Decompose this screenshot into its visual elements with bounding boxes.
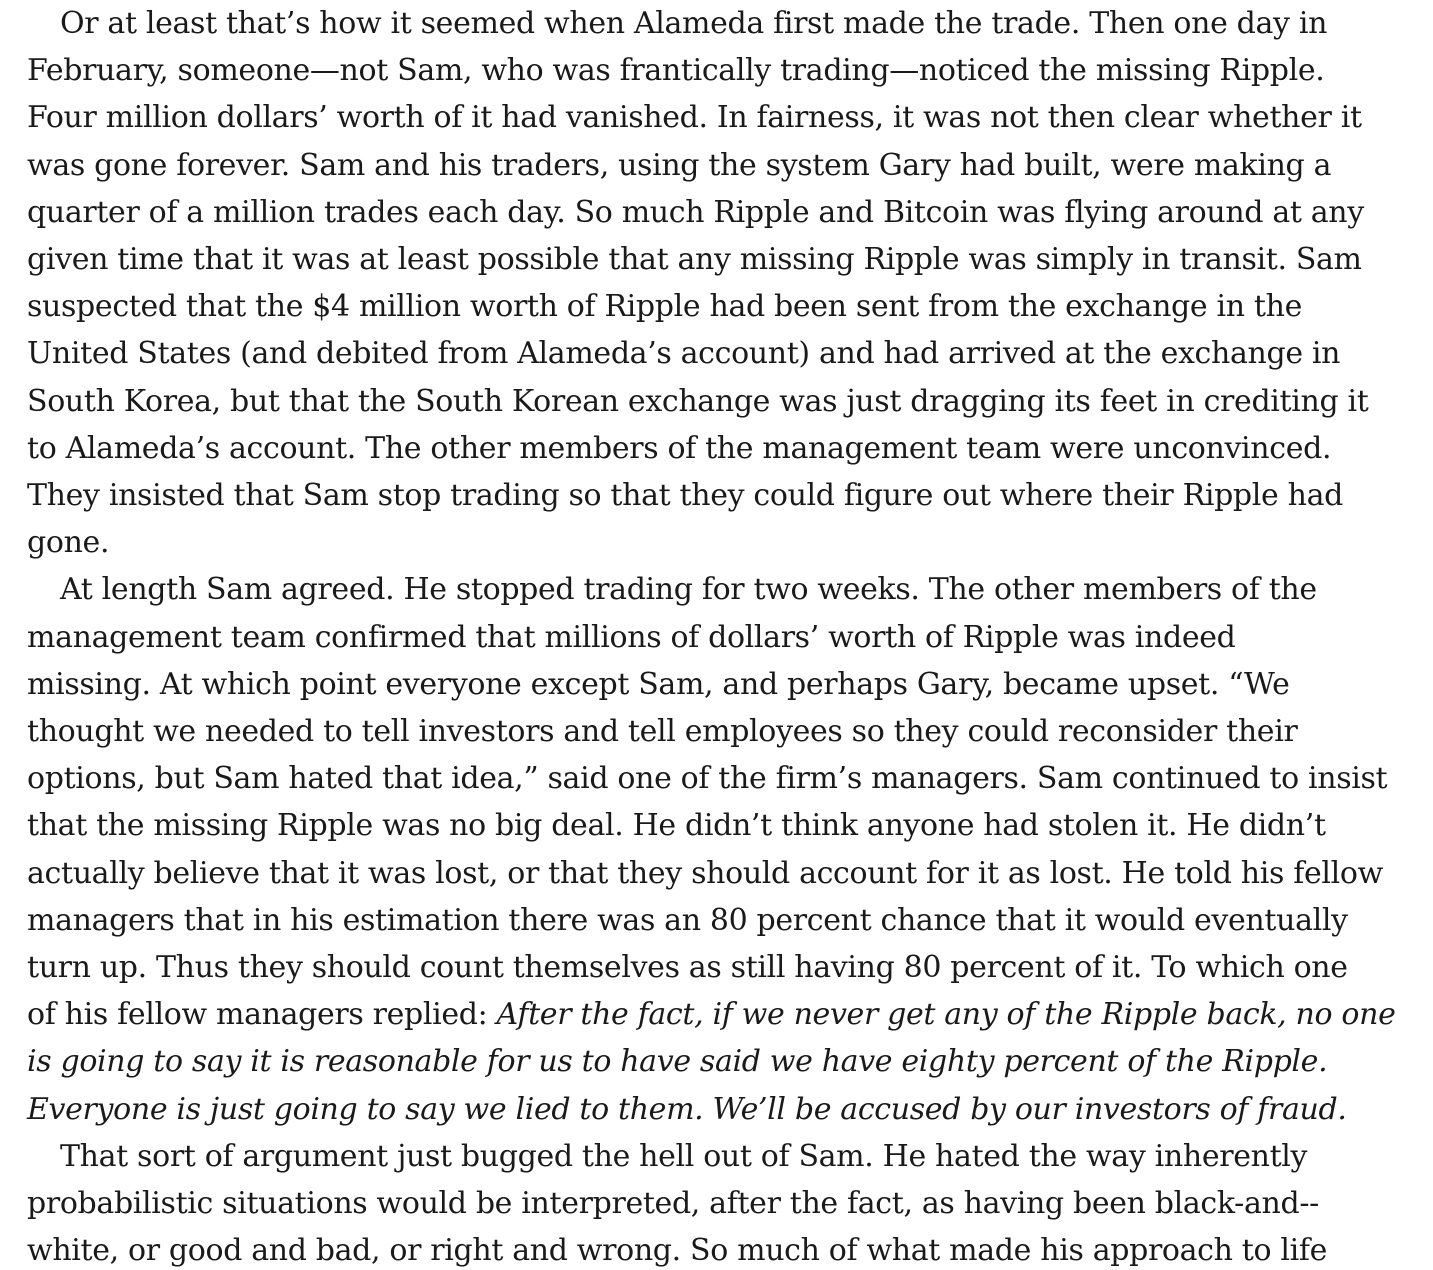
text-segment: probabilistic situations would be interpreted, after the fact, as having been black-and-- bbox=[27, 1186, 1319, 1222]
italic-text: is going to say it is reasonable for us to have said we have eighty percent of the Ripple. bbox=[27, 1044, 1328, 1080]
text-line bbox=[27, 708, 1409, 755]
text-line bbox=[27, 1086, 1409, 1133]
text-line bbox=[27, 755, 1409, 802]
text-segment: was gone forever. Sam and his traders, using the system Gary had built, were making a bbox=[27, 147, 1332, 183]
text-line bbox=[27, 189, 1409, 236]
text-line bbox=[27, 519, 1409, 566]
text-segment: options, but Sam hated that idea,” said one of the firm’s managers. Sam continued to insist bbox=[27, 761, 1388, 797]
text-segment: to Alameda’s account. The other members of the management team were unconvinced. bbox=[27, 430, 1332, 466]
text-line bbox=[27, 142, 1409, 189]
text-line bbox=[27, 330, 1409, 377]
text-line bbox=[27, 47, 1409, 94]
text-line bbox=[27, 897, 1409, 944]
text-line bbox=[27, 1133, 1409, 1180]
text-segment: South Korea, but that the South Korean exchange was just dragging its feet in crediting it bbox=[27, 383, 1369, 419]
text-segment: that the missing Ripple was no big deal. He didn’t think anyone had stolen it. He didn’t bbox=[27, 808, 1326, 844]
text-segment: That sort of argument just bugged the hell out of Sam. He hated the way inherently bbox=[60, 1138, 1308, 1174]
text-line bbox=[27, 850, 1409, 897]
text-segment: actually believe that it was lost, or that they should account for it as lost. He told his fellow bbox=[27, 855, 1383, 891]
text-segment: Four million dollars’ worth of it had vanished. In fairness, it was not then clear whether it bbox=[27, 100, 1362, 136]
text-segment: of his fellow managers replied: bbox=[27, 997, 497, 1033]
text-segment: At length Sam agreed. He stopped trading for two weeks. The other members of the bbox=[60, 572, 1317, 608]
paragraph bbox=[27, 1133, 1409, 1270]
text-body bbox=[27, 0, 1409, 1270]
text-segment: given time that it was at least possible that any missing Ripple was simply in transit. Sam bbox=[27, 242, 1362, 278]
text-line bbox=[27, 566, 1409, 613]
text-segment: managers that in his estimation there was an 80 percent chance that it would eventually bbox=[27, 902, 1348, 938]
text-segment: turn up. Thus they should count themselves as still having 80 percent of it. To which one bbox=[27, 950, 1348, 986]
text-segment: They insisted that Sam stop trading so that they could figure out where their Ripple had bbox=[27, 478, 1343, 514]
text-line bbox=[27, 283, 1409, 330]
text-line bbox=[27, 1038, 1409, 1085]
text-segment: gone. bbox=[27, 525, 110, 561]
text-segment: quarter of a million trades each day. So much Ripple and Bitcoin was flying around at any bbox=[27, 194, 1364, 230]
paragraph bbox=[27, 0, 1409, 566]
text-segment: suspected that the $4 million worth of Ripple had been sent from the exchange in the bbox=[27, 289, 1302, 325]
text-segment: management team confirmed that millions of dollars’ worth of Ripple was indeed bbox=[27, 619, 1236, 655]
text-line bbox=[27, 944, 1409, 991]
text-segment: white, or good and bad, or right and wrong. So much of what made his approach to life bbox=[27, 1233, 1328, 1269]
italic-text: Everyone is just going to say we lied to them. We’ll be accused by our investors of fraud. bbox=[27, 1091, 1347, 1127]
text-line bbox=[27, 0, 1409, 47]
text-line bbox=[27, 236, 1409, 283]
text-segment: February, someone—not Sam, who was frantically trading—noticed the missing Ripple. bbox=[27, 53, 1325, 89]
text-segment: missing. At which point everyone except Sam, and perhaps Gary, became upset. “We bbox=[27, 666, 1290, 702]
text-line bbox=[27, 991, 1409, 1038]
text-segment: Or at least that’s how it seemed when Alameda first made the trade. Then one day in bbox=[60, 6, 1328, 41]
text-line bbox=[27, 472, 1409, 519]
text-line bbox=[27, 614, 1409, 661]
paragraph bbox=[27, 566, 1409, 1132]
text-line bbox=[27, 802, 1409, 849]
text-segment: United States (and debited from Alameda’s account) and had arrived at the exchange in bbox=[27, 336, 1341, 372]
text-line bbox=[27, 1180, 1409, 1227]
text-segment: thought we needed to tell investors and tell employees so they could reconsider their bbox=[27, 714, 1298, 750]
text-line bbox=[27, 378, 1409, 425]
text-line bbox=[27, 661, 1409, 708]
text-line bbox=[27, 425, 1409, 472]
italic-text: After the fact, if we never get any of the Ripple back, no one bbox=[496, 997, 1396, 1033]
text-line bbox=[27, 1227, 1409, 1270]
text-line bbox=[27, 94, 1409, 141]
